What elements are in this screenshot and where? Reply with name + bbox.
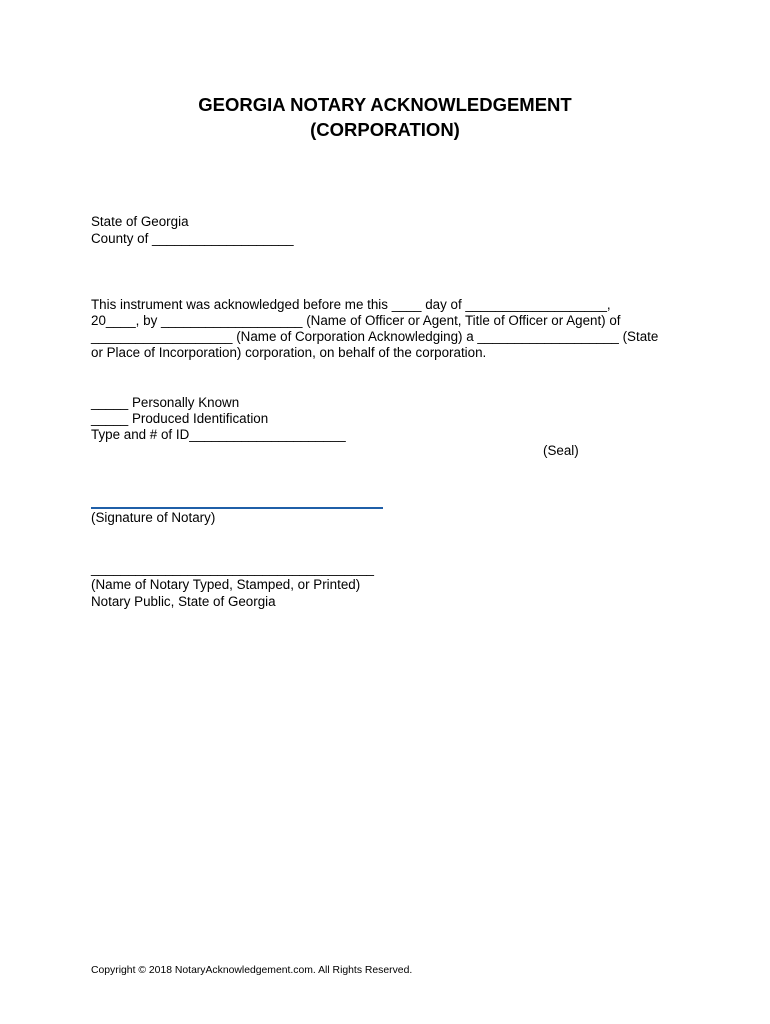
signature-label: (Signature of Notary): [91, 510, 216, 525]
acknowledgement-body-line: or Place of Incorporation) corporation, on behalf of the corporation.: [91, 345, 487, 360]
document-title-line1: GEORGIA NOTARY ACKNOWLEDGEMENT: [198, 94, 572, 115]
county-line: County of ___________________: [91, 231, 294, 246]
acknowledgement-body-line: 20____, by ___________________ (Name of Officer or Agent, Title of Officer or Agent) of: [91, 313, 621, 328]
name-label: (Name of Notary Typed, Stamped, or Printed): [91, 577, 361, 592]
personally-known-line: _____ Personally Known: [91, 395, 240, 410]
name-rule: ______________________________________: [91, 561, 374, 576]
produced-identification-line: _____ Produced Identification: [91, 411, 269, 426]
acknowledgement-body-line: ___________________ (Name of Corporation Acknowledging) a ___________________ (State: [91, 329, 659, 344]
signature-rule: [91, 507, 383, 509]
state-line: State of Georgia: [91, 214, 189, 229]
notary-public-line: Notary Public, State of Georgia: [91, 594, 276, 609]
type-of-id-line: Type and # of ID_____________________: [91, 427, 346, 442]
acknowledgement-body-line: This instrument was acknowledged before me this ____ day of ___________________,: [91, 297, 611, 312]
document-title-line2: (CORPORATION): [310, 119, 460, 140]
copyright-footer: Copyright © 2018 NotaryAcknowledgement.com. All Rights Reserved.: [91, 965, 413, 976]
seal-label: (Seal): [543, 443, 579, 458]
